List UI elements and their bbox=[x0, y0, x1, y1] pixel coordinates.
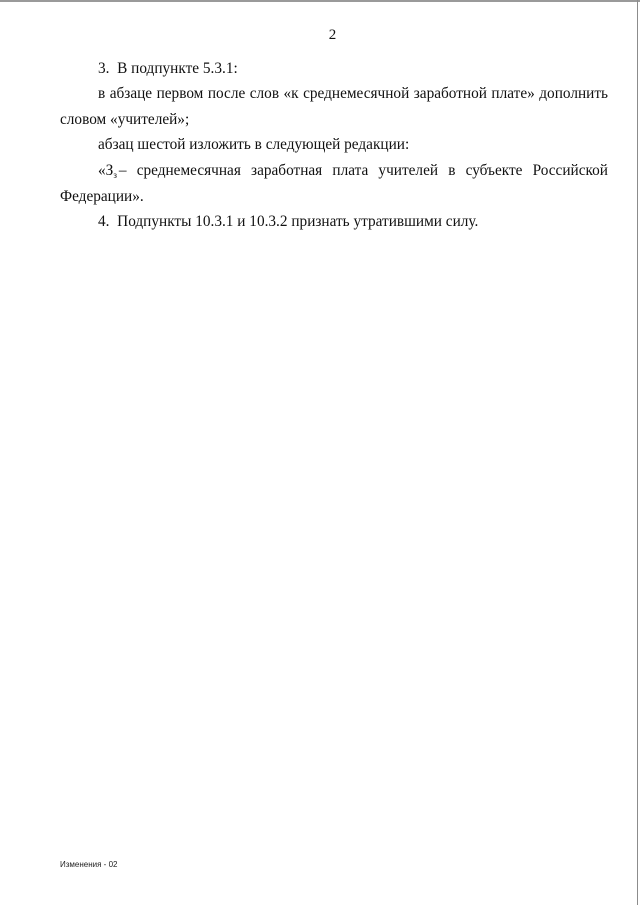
page-right-edge bbox=[637, 0, 638, 905]
quote-symbol: «$З_з$ bbox=[98, 162, 117, 180]
item-4-text: Подпункты 10.3.1 и 10.3.2 признать утратившими силу. bbox=[117, 213, 479, 230]
item-3-number: 3. bbox=[98, 60, 110, 77]
item-4 bbox=[98, 213, 478, 231]
quote-line-1 bbox=[98, 162, 608, 184]
quote-subscript: з bbox=[113, 170, 117, 180]
footer-label: Изменения - 02 bbox=[60, 860, 118, 869]
paragraph-1-line-1: в абзаце первом после слов «к среднемесячной заработной плате» дополнить bbox=[98, 85, 608, 102]
quote-line-1-text: – среднемесячная заработная плата учителей в субъекте Российской bbox=[118, 162, 608, 179]
page-top-edge bbox=[0, 0, 640, 2]
paragraph-2: абзац шестой изложить в следующей редакции: bbox=[98, 136, 410, 153]
quote-line-2: Федерации». bbox=[60, 188, 144, 205]
page-number: 2 bbox=[328, 27, 337, 43]
item-3-text: В подпункте 5.3.1: bbox=[117, 60, 238, 77]
item-4-number: 4. bbox=[98, 213, 110, 230]
item-3 bbox=[98, 60, 238, 78]
paragraph-1-line-2: словом «учителей»; bbox=[60, 111, 190, 128]
